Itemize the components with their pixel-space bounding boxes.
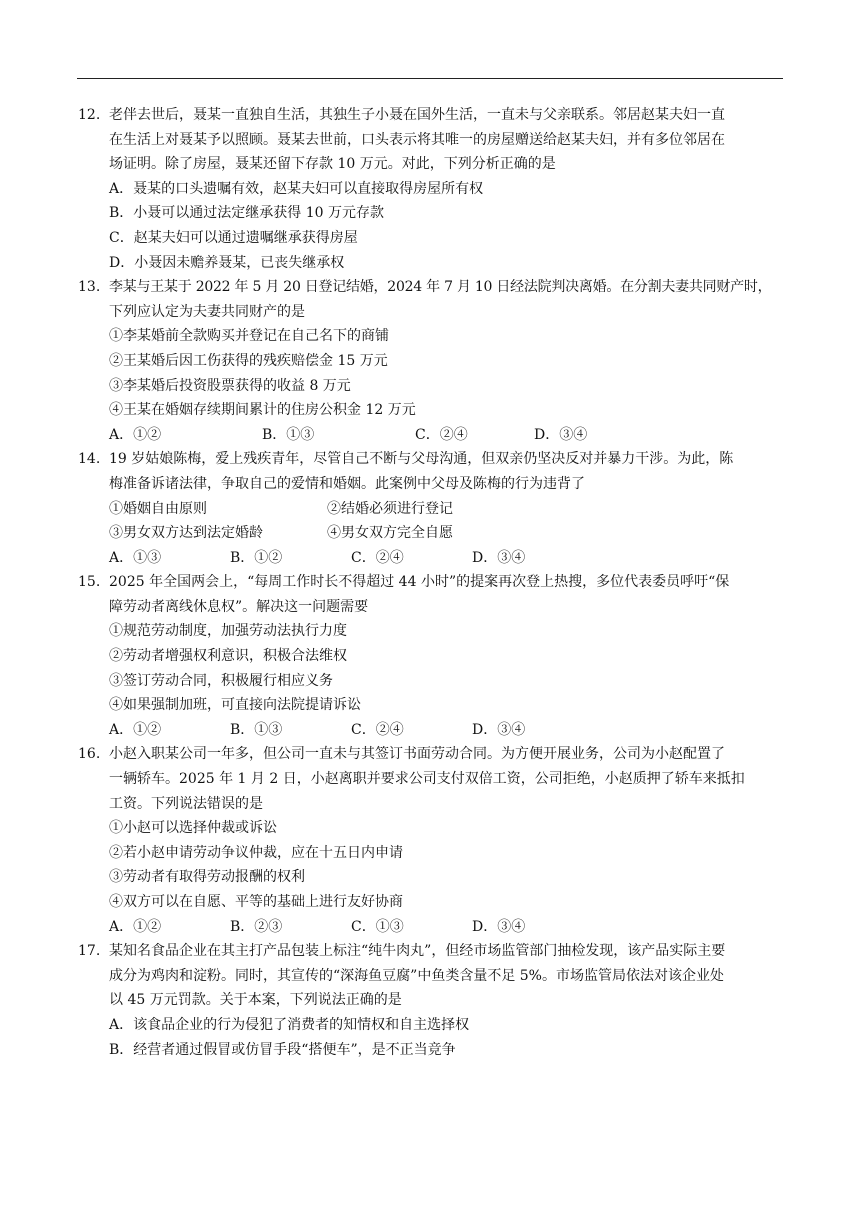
statement-item: ④王某在婚姻存续期间累计的住房公积金 12 万元 bbox=[109, 402, 416, 419]
question-stem-line: 梅准备诉诸法律，争取自己的爱情和婚姻。此案例中父母及陈梅的行为违背了 bbox=[109, 475, 585, 492]
question-stem-line: 2025 年全国两会上，“每周工作时长不得超过 44 小时”的提案再次登上热搜，多位代表委员呼吁“保 bbox=[109, 574, 730, 591]
statement-item: ③李某婚后投资股票获得的收益 8 万元 bbox=[109, 377, 351, 394]
question-stem-line: 工资。下列说法错误的是 bbox=[109, 795, 263, 812]
question-number: 17. bbox=[78, 943, 101, 960]
choice-row bbox=[78, 915, 784, 940]
statement-row bbox=[78, 497, 784, 522]
option-b: B．经营者通过假冒或仿冒手段“搭便车”，是不正当竞争 bbox=[109, 1041, 456, 1058]
option-a: A．聂某的口头遗嘱有效，赵某夫妇可以直接取得房屋所有权 bbox=[109, 180, 484, 197]
question-stem-line: 在生活上对聂某予以照顾。聂某去世前，口头表示将其唯一的房屋赠送给赵某夫妇，并有多位邻居在 bbox=[109, 131, 725, 148]
statement-item: ④如果强制加班，可直接向法院提请诉讼 bbox=[109, 697, 361, 714]
question-number: 12. bbox=[78, 107, 101, 123]
choice-c: C．①③ bbox=[351, 918, 404, 935]
choice-row bbox=[78, 546, 784, 571]
option-c: C．赵某夫妇可以通过遗嘱继承获得房屋 bbox=[109, 229, 358, 246]
question-13 bbox=[78, 275, 784, 447]
question-stem-line: 19 岁姑娘陈梅，爱上残疾青年，尽管自己不断与父母沟通，但双亲仍坚决反对并暴力干涉。为此，陈 bbox=[109, 451, 734, 468]
statement-item: ①李某婚前全款购买并登记在自己名下的商铺 bbox=[109, 328, 389, 345]
choice-c: C．②④ bbox=[351, 549, 404, 566]
question-17 bbox=[78, 939, 784, 1062]
question-stem-line: 场证明。除了房屋，聂某还留下存款 10 万元。对此，下列分析正确的是 bbox=[109, 156, 556, 173]
choice-row bbox=[78, 718, 784, 743]
question-14 bbox=[78, 447, 784, 570]
question-stem-line: 一辆轿车。2025 年 1 月 2 日，小赵离职并要求公司支付双倍工资，公司拒绝，小赵质押了轿车来抵扣 bbox=[109, 771, 745, 788]
question-number: 14. bbox=[78, 451, 101, 468]
statement-item: ①婚姻自由原则 bbox=[109, 500, 207, 517]
question-12 bbox=[78, 103, 784, 275]
choice-a: A．①② bbox=[109, 426, 162, 443]
question-stem-line: 老伴去世后，聂某一直独自生活，其独生子小聂在国外生活，一直未与父亲联系。邻居赵某夫妇一直 bbox=[109, 107, 725, 123]
choice-d: D．③④ bbox=[472, 918, 526, 935]
statement-item: ③劳动者有取得劳动报酬的权利 bbox=[109, 869, 305, 886]
statement-item: ①小赵可以选择仲裁或诉讼 bbox=[109, 820, 277, 837]
option-b: B．小聂可以通过法定继承获得 10 万元存款 bbox=[109, 205, 385, 222]
question-stem-line: 李某与王某于 2022 年 5 月 20 日登记结婚，2024 年 7 月 10 日经法院判决离婚。在分割夫妻共同财产时， bbox=[109, 279, 772, 296]
choice-a: A．①② bbox=[109, 721, 162, 738]
question-number: 15. bbox=[78, 574, 101, 591]
statement-item: ③签订劳动合同，积极履行相应义务 bbox=[109, 672, 333, 689]
question-stem-line: 成分为鸡肉和淀粉。同时，其宣传的“深海鱼豆腐”中鱼类含量不足 5%。市场监管局依法对该企业处 bbox=[109, 967, 724, 984]
choice-b: B．①③ bbox=[262, 426, 315, 443]
question-15 bbox=[78, 570, 784, 742]
header-rule bbox=[77, 78, 783, 79]
statement-item: ③男女双方达到法定婚龄 bbox=[109, 525, 263, 542]
choice-d: D．③④ bbox=[472, 549, 526, 566]
choice-d: D．③④ bbox=[534, 426, 588, 443]
choice-row bbox=[78, 423, 784, 448]
question-stem-line: 障劳动者离线休息权”。解决这一问题需要 bbox=[109, 598, 369, 615]
question-stem-line: 某知名食品企业在其主打产品包装上标注“纯牛肉丸”，但经市场监管部门抽检发现，该产品实际主要 bbox=[109, 943, 726, 960]
statement-item: ④男女双方完全自愿 bbox=[327, 525, 453, 542]
statement-item: ①规范劳动制度，加强劳动法执行力度 bbox=[109, 623, 347, 640]
statement-item: ②王某婚后因工伤获得的残疾赔偿金 15 万元 bbox=[109, 352, 388, 369]
choice-b: B．①③ bbox=[230, 721, 283, 738]
choice-b: B．②③ bbox=[230, 918, 283, 935]
option-d: D．小聂因未赡养聂某，已丧失继承权 bbox=[109, 254, 345, 271]
document-body bbox=[78, 103, 784, 1062]
question-stem-line: 以 45 万元罚款。关于本案，下列说法正确的是 bbox=[109, 992, 402, 1009]
choice-c: C．②④ bbox=[415, 426, 468, 443]
statement-item: ②结婚必须进行登记 bbox=[327, 500, 453, 517]
choice-a: A．①② bbox=[109, 918, 162, 935]
question-16 bbox=[78, 742, 784, 939]
statement-item: ②劳动者增强权利意识，积极合法维权 bbox=[109, 648, 347, 665]
statement-item: ②若小赵申请劳动争议仲裁，应在十五日内申请 bbox=[109, 844, 403, 861]
choice-d: D．③④ bbox=[472, 721, 526, 738]
option-a: A．该食品企业的行为侵犯了消费者的知情权和自主选择权 bbox=[109, 1016, 470, 1033]
question-number: 16. bbox=[78, 746, 101, 763]
statement-item: ④双方可以在自愿、平等的基础上进行友好协商 bbox=[109, 894, 403, 910]
choice-c: C．②④ bbox=[351, 721, 404, 738]
question-stem-line: 小赵入职某公司一年多，但公司一直未与其签订书面劳动合同。为方便开展业务，公司为小赵配置了 bbox=[109, 746, 725, 763]
question-stem-line: 下列应认定为夫妻共同财产的是 bbox=[109, 303, 305, 320]
choice-b: B．①② bbox=[230, 549, 283, 566]
statement-row bbox=[78, 521, 784, 546]
question-number: 13. bbox=[78, 279, 101, 296]
choice-a: A．①③ bbox=[109, 549, 162, 566]
